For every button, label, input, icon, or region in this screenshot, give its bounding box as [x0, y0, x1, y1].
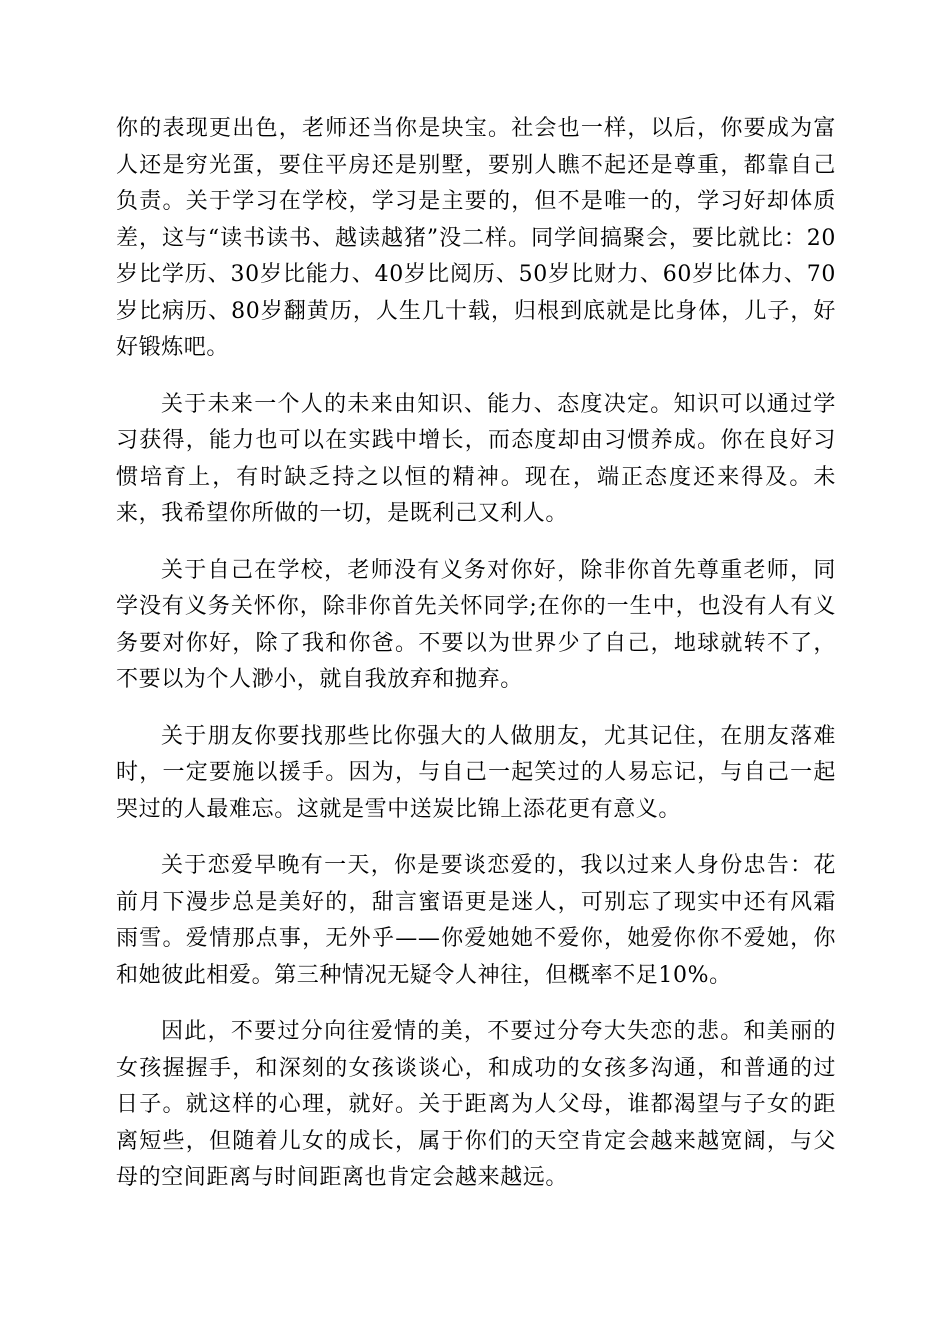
- paragraph-2: 关于未来一个人的未来由知识、能力、态度决定。知识可以通过学习获得，能力也可以在实践中增长，而态度却由习惯养成。你在良好习惯培育上，有时缺乏持之以恒的精神。现在，端正态度还来得及。未来，我希望你所做的一切，是既利己又利人。: [116, 391, 836, 526]
- paragraph-1: 你的表现更出色，老师还当你是块宝。社会也一样，以后，你要成为富人还是穷光蛋，要住平房还是别墅，要别人瞧不起还是尊重，都靠自己负责。关于学习在学校，学习是主要的，但不是唯一的，学习好却体质差，这与“读书读书、越读越猪”没二样。同学间搞聚会，要比就比：20岁比学历、30岁比能力、40岁比阅历、50岁比财力、60岁比体力、70岁比病历、80岁翻黄历，人生几十载，归根到底就是比身体，儿子，好好锻炼吧。: [116, 116, 836, 360]
- paragraph-6: 因此，不要过分向往爱情的美，不要过分夸大失恋的悲。和美丽的女孩握握手，和深刻的女孩谈谈心，和成功的女孩多沟通，和普通的过日子。就这样的心理，就好。关于距离为人父母，谁都渴望与子女的距离短些，但随着儿女的成长，属于你们的天空肯定会越来越宽阔，与父母的空间距离与时间距离也肯定会越来越远。: [116, 1019, 836, 1190]
- document-body: [116, 111, 836, 1217]
- paragraph-4: 关于朋友你要找那些比你强大的人做朋友，尤其记住，在朋友落难时，一定要施以援手。因为，与自己一起笑过的人易忘记，与自己一起哭过的人最难忘。这就是雪中送炭比锦上添花更有意义。: [116, 723, 836, 822]
- paragraph-3: 关于自己在学校，老师没有义务对你好，除非你首先尊重老师，同学没有义务关怀你，除非你首先关怀同学;在你的一生中，也没有人有义务要对你好，除了我和你爸。不要以为世界少了自己，地球就转不了，不要以为个人渺小，就自我放弃和抛弃。: [116, 557, 836, 692]
- paragraph-5: 关于恋爱早晚有一天，你是要谈恋爱的，我以过来人身份忠告：花前月下漫步总是美好的，甜言蜜语更是迷人，可别忘了现实中还有风霜雨雪。爱情那点事，无外乎——你爱她她不爱你，她爱你你不爱她，你和她彼此相爱。第三种情况无疑令人神往，但概率不足10%。: [116, 853, 836, 988]
